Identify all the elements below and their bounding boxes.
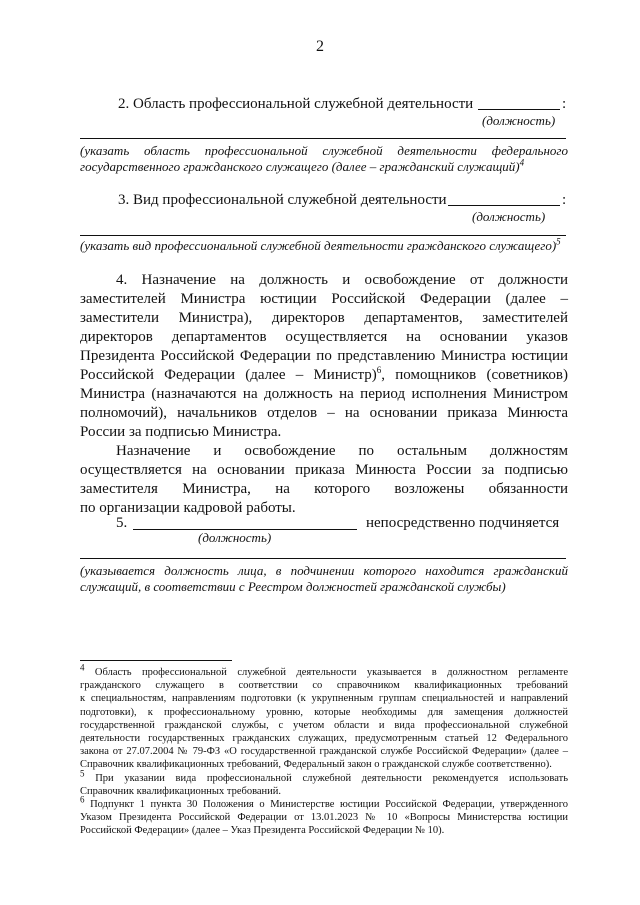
section2-position-line <box>478 109 560 110</box>
section2-note-line2 <box>80 159 568 175</box>
section4-line: Президента Российской Федерации по представлению Министра юстиции <box>80 348 568 364</box>
footnote-ref-6: 6 <box>376 365 382 375</box>
section3-note-text: (указать вид профессиональной служебной деятельности гражданского служащего) <box>80 238 557 253</box>
section4-line: осуществляется на основании приказа Минюста России за подписью <box>80 462 568 478</box>
section5-note-line1: (указывается должность лица, в подчинении которого находится гражданский <box>80 563 568 578</box>
section5-text: непосредственно подчиняется <box>366 515 560 531</box>
footnote-4-line: подготовки), к профессиональному уровню, которые необходимы для замещения должностей <box>80 706 568 718</box>
footnote-5-marker: 5 <box>80 768 85 779</box>
section2-position-hint: (должность) <box>482 113 556 128</box>
section2-fill-line <box>80 138 566 139</box>
section4-line <box>80 366 568 385</box>
section2-note-text: государственного гражданского служащего (далее – гражданский служащий) <box>80 159 520 174</box>
footnote-4-marker: 4 <box>80 662 85 673</box>
footnote-5-line <box>80 768 568 785</box>
section4-line: заместители Министра), директоров департаментов, заместителей <box>80 310 568 326</box>
footnotes <box>80 662 568 838</box>
footnote-ref-4: 4 <box>519 159 525 168</box>
section2-note-line1 <box>80 143 568 159</box>
section4-text: Российской Федерации (далее – Министр) <box>80 367 377 383</box>
footnote-6-marker: 6 <box>80 794 85 805</box>
section5-note-line2: служащий, в соответствии с Реестром должностей гражданской службы) <box>80 579 506 594</box>
footnote-4-line: деятельности государственных гражданских служащих, предусмотренным статьей 12 Федерального <box>80 733 568 745</box>
footnote-4-line: гражданского служащего в соответствии со справочником квалификационных требований <box>80 680 568 692</box>
section3-colon: : <box>562 192 567 208</box>
footnote-4-line: закона от 27.07.2004 № 79-ФЗ «О государственной гражданской службе Российской Федерации» (далее – <box>80 746 568 758</box>
section4-line: России за подписью Министра. <box>80 424 282 440</box>
section4-line: по организации кадровой работы. <box>80 500 296 516</box>
footnote-6-line: Российской Федерации» (далее – Указ Президента Российской Федерации № 10). <box>80 825 445 837</box>
section4-line: полномочий), начальников отделов – на основании приказа Минюста <box>80 405 568 421</box>
section4-line: заместителей Министра юстиции Российской Федерации (далее – <box>80 291 568 307</box>
footnote-5-text: При указании вида профессиональной служебной деятельности рекомендуется использовать <box>84 772 568 784</box>
section4-line: Назначение и освобождение по остальным должностям <box>116 443 568 459</box>
section4-line: 4. Назначение на должность и освобождение от должности <box>116 272 568 288</box>
footnote-6-line: Указом Президента Российской Федерации от 13.01.2023 № 10 «Вопросы Министерства юстиции <box>80 812 568 824</box>
section3-position-line <box>448 205 560 206</box>
section5-fill-line <box>80 558 566 559</box>
section2-label: 2. Область профессиональной служебной деятельности <box>118 96 474 112</box>
footnote-4-line: к специальностям, направлениям подготовки (к укрупненным группам специальностей и направлений <box>80 693 568 705</box>
section4-line: директоров департаментов осуществляется на основании указов <box>80 329 568 345</box>
section4-line: заместителя Министра, на которого возложены обязанности <box>80 481 568 497</box>
section5-position-hint: (должность) <box>198 530 272 545</box>
section3-label: 3. Вид профессиональной служебной деятельности <box>118 192 447 208</box>
footnote-4-line <box>80 662 568 679</box>
footnote-4-text: Область профессиональной служебной деятельности указывается в должностном регламенте <box>84 667 568 678</box>
footnote-separator <box>80 660 232 661</box>
section3-fill-line <box>80 235 566 236</box>
footnote-ref-5: 5 <box>556 236 561 247</box>
footnote-5-line: Справочник квалификационных требований. <box>80 785 282 797</box>
footnote-6-line <box>80 794 568 811</box>
section2-note: (указать область профессиональной служебной деятельности федерального <box>80 143 568 158</box>
section2-note-wrap <box>80 159 568 175</box>
section5-number: 5. <box>116 515 128 531</box>
footnote-6-text: Подпункт 1 пункта 30 Положения о Министерстве юстиции Российской Федерации, утвержденного <box>84 799 568 811</box>
footnote-4-line: Справочник квалификационных требований, Федеральный закон о гражданской службе соответственно). <box>80 759 552 771</box>
section4-text: , помощников (советников) <box>381 367 568 383</box>
footnote-4-line: государственной гражданской службы, с учетом области и вида профессиональной служебной <box>80 719 568 731</box>
section3-position-hint: (должность) <box>472 209 546 224</box>
section4-line: Министра (назначаются на должность на период исполнения Министром <box>80 386 568 402</box>
section4 <box>80 271 568 518</box>
section3-note <box>80 238 561 254</box>
section2-colon: : <box>562 96 567 112</box>
page-number: 2 <box>316 38 324 55</box>
